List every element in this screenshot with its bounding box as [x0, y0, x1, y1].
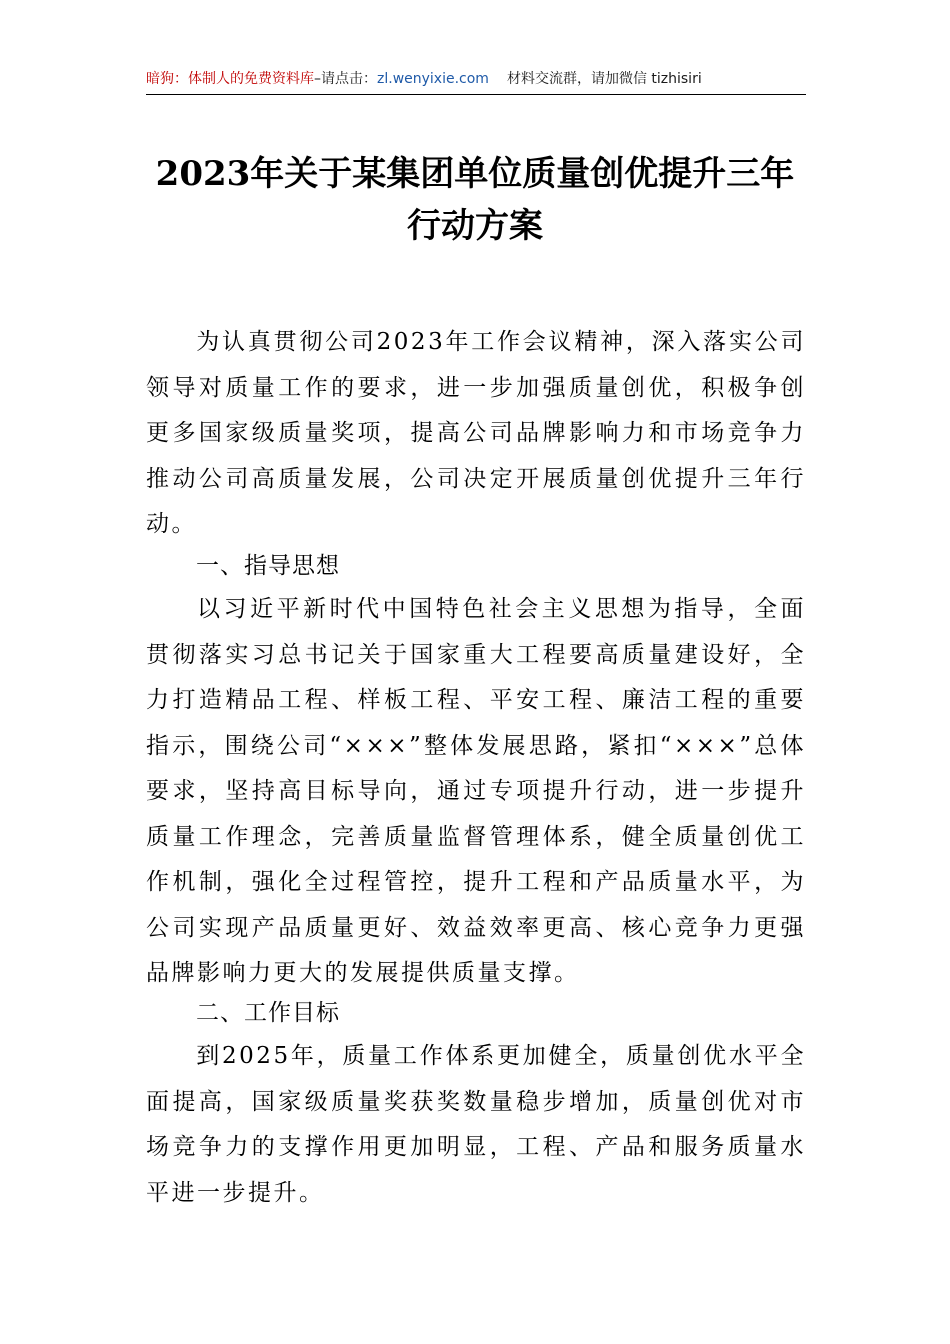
document-title-line1: 2023年关于某集团单位质量创优提升三年: [155, 154, 795, 194]
guiding-thought-paragraph: [146, 587, 806, 997]
intro-text: 为认真贯彻公司2023年工作会议精神，深入落实公司领导对质量工作的要求，进一步加强质量创优，积极争创更多国家级质量奖项，提高公司品牌影响力和市场竞争力推动公司高质量发展，公司决定开展质量创优提升三年行动。: [146, 329, 806, 537]
guiding-thought-text: 以习近平新时代中国特色社会主义思想为指导，全面贯彻落实习总书记关于国家重大工程要高质量建设好，全力打造精品工程、样板工程、平安工程、廉洁工程的重要指示，围绕公司“×××”整体发展思路，紧扣“×××”总体要求，坚持高目标导向，通过专项提升行动，进一步提升质量工作理念，完善质量监督管理体系，健全质量创优工作机制，强化全过程管控，提升工程和产品质量水平，为公司实现产品质量更好、效益效率更高、核心竞争力更强品牌影响力更大的发展提供质量支撑。: [146, 596, 806, 986]
document-title-line2: 行动方案: [407, 206, 543, 246]
section-heading-guiding-thought: 一、指导思想: [196, 553, 340, 579]
work-goals-text: 到2025年，质量工作体系更加健全，质量创优水平全面提高，国家级质量奖获奖数量稳步增加，质量创优对市场竞争力的支撑作用更加明显，工程、产品和服务质量水平进一步提升。: [146, 1043, 806, 1206]
header-site-link[interactable]: zl.wenyixie.com: [377, 71, 489, 87]
work-goals-paragraph: [146, 1034, 806, 1216]
header-brand: 暗狗：体制人的免费资料库: [146, 71, 314, 87]
section-heading-work-goals: 二、工作目标: [196, 1000, 340, 1026]
header-group-note: 材料交流群，请加微信 tizhisiri: [506, 71, 702, 87]
header-click-prompt: –请点击：: [314, 71, 377, 87]
intro-paragraph: [146, 320, 806, 548]
document-title: [140, 148, 810, 252]
document-header: [146, 66, 806, 95]
